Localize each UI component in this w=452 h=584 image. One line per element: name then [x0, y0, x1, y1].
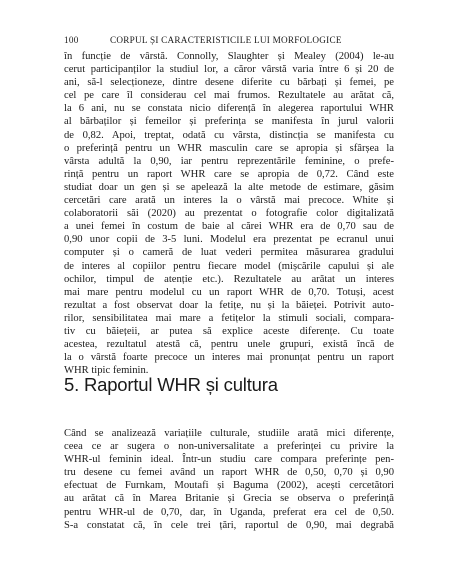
text-line: 0,90 unor copii de 3-5 luni. Modelul era prezentat pe ecranul unui: [64, 234, 394, 246]
text-line: ceea ce ar sugera o non-universalitate a preferinței cu privire la: [64, 441, 394, 453]
running-header: [64, 35, 394, 45]
running-title: CORPUL ȘI CARACTERISTICILE LUI MORFOLOGICE: [110, 35, 342, 45]
text-line: tru desene cu femei având un raport WHR de 0,50, 0,70 și 0,90: [64, 467, 394, 479]
text-line: acestea, rezultatul atestă că, pentru unele grupuri, există încă de: [64, 339, 394, 351]
text-line: cel pe care îl considerau cel mai frumos. Rezultatele au arătat că,: [64, 90, 394, 102]
text-line: a unei femei în costum de baie al cărei WHR era de 0,70 sau de: [64, 221, 394, 233]
text-line: la 6 ani, nu se constata nicio diferență în alegerea raportului WHR: [64, 103, 394, 115]
text-line: tiv cu băiețeii, ar putea să explice aceste diferențe. Cu toate: [64, 325, 394, 337]
text-line: studiat doar un gen și se apelează la alte metode de estimare, găsim: [64, 181, 394, 193]
paragraph-1: [64, 50, 394, 377]
text-line: rezultat a fost observat doar la fetițe, nu și la băieței. Potrivit auto-: [64, 299, 394, 311]
text-line: de interes al copiilor pentru fiecare model (mișcările capului și ale: [64, 260, 394, 272]
text-line: la o vârstă foarte precoce un interes mai pronunțat pentru un raport: [64, 352, 394, 364]
paragraph-2: [64, 427, 394, 532]
text-line: S-a constatat că, în cele trei țări, raportul de 0,90, mai degrabă: [64, 519, 394, 531]
text-line: WHR-ul feminin ideal. Într-un studiu care compara preferințe pen-: [64, 454, 394, 466]
text-line: o preferință pentru un WHR masculin care se apropia și sfârșea la: [64, 142, 394, 154]
text-line: cercetări care arată un interes la o vârstă mai precoce. White și: [64, 195, 394, 207]
section-heading: 5. Raportul WHR și cultura: [64, 374, 278, 395]
text-line: al bărbaților și femeilor și preferința se manifesta în jurul valorii: [64, 116, 394, 128]
text-line: cerut participanților la studiul lor, a căror vârstă varia între 6 și 20 de: [64, 64, 394, 76]
text-line: pentru WHR-ul de 0,70, dar, în Uganda, preferat era cel de 0,50.: [64, 506, 394, 518]
text-line: rință pentru un raport WHR care se apropia de 0,72. Când este: [64, 168, 394, 180]
text-line: în funcție de vârstă. Connolly, Slaughter și Mealey (2004) le-au: [64, 51, 394, 62]
text-line: mai mare pentru modelul cu un raport WHR de 0,70. Totuși, acest: [64, 286, 394, 298]
text-line: rilor, sensibilitatea mai mare a fetițelor la stimuli sociali, compara-: [64, 312, 394, 324]
text-line: ani, să-l selecționeze, dintre desene diferite cu bărbați și femei, pe: [64, 77, 394, 89]
text-line: ochilor, timpul de atenție etc.). Rezultatele au arătat un interes: [64, 273, 394, 285]
text-line: de 0,82. Apoi, treptat, odată cu vârsta, distincția se manifesta cu: [64, 129, 394, 141]
text-line: WHR tipic feminin.: [64, 365, 149, 377]
text-line: vârsta adultă la 0,90, iar pentru reprezentările feminine, o prefe-: [64, 155, 394, 167]
text-line: computer și o cameră de luat vederi permitea măsurarea gradului: [64, 247, 394, 259]
page-number: 100: [64, 35, 79, 45]
text-line: colaboratorii săi (2020) au prezentat o fotografie color digitalizată: [64, 208, 394, 220]
text-line: efectuat de Furnkam, Moutafi și Baguma (2002), acești cercetători: [64, 480, 394, 492]
text-line: au arătat că în Marea Britanie și Grecia se observa o preferință: [64, 493, 394, 505]
text-line: Când se analizează variațiile culturale, studiile arată mici diferențe,: [64, 428, 394, 439]
